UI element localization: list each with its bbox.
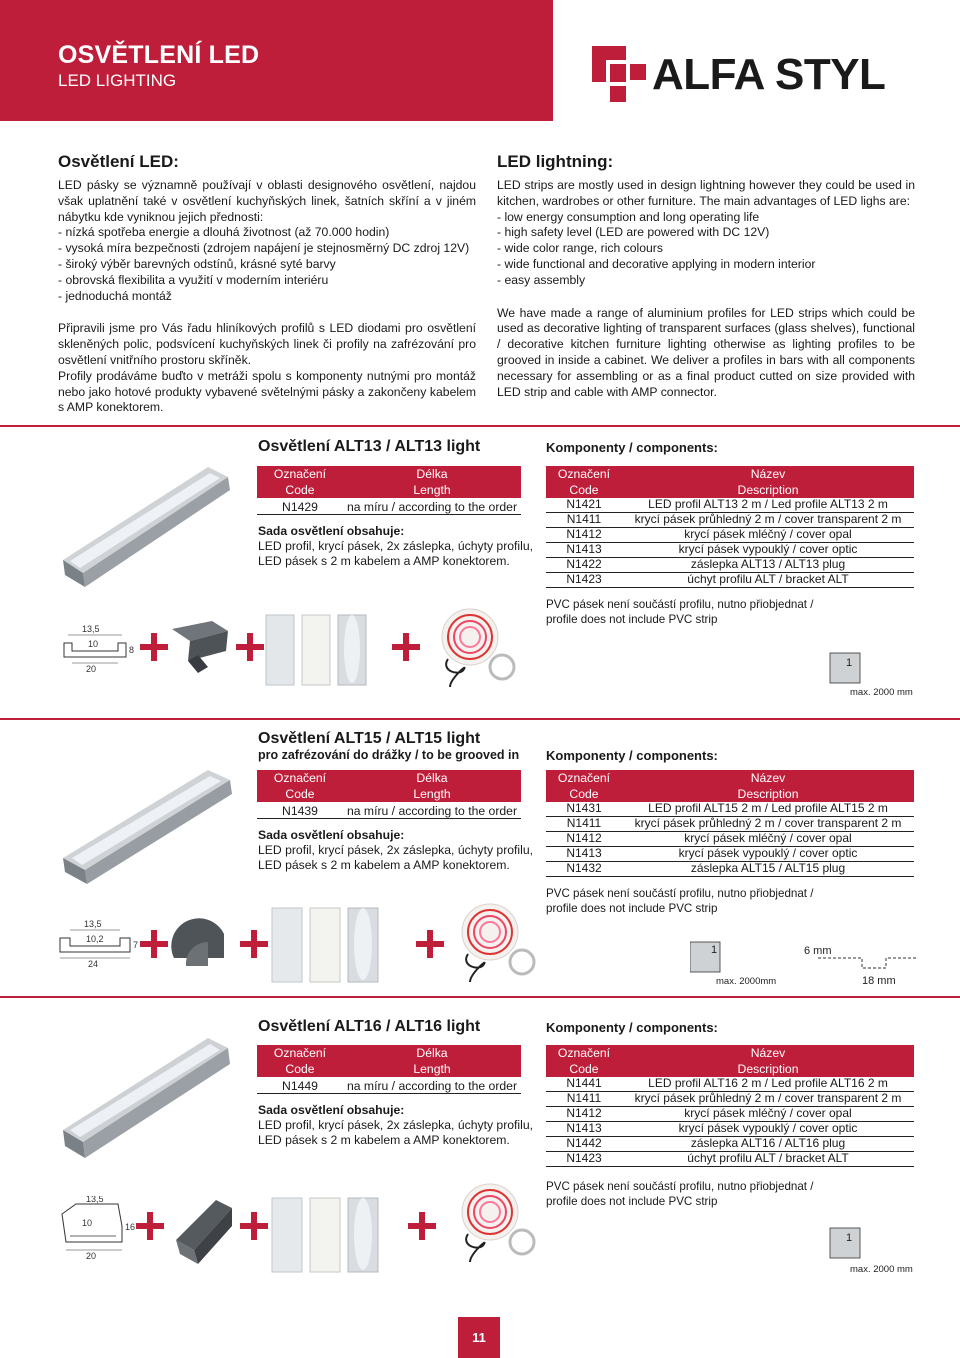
dim-label: 10 (82, 1218, 93, 1228)
advantages-list (58, 225, 476, 304)
plus-icon (392, 633, 420, 661)
column-header: Délka (416, 1046, 448, 1060)
end-cap-photo (168, 615, 234, 677)
intro-heading-cz: Osvětlení LED: (58, 152, 179, 171)
table-row (546, 1137, 914, 1152)
pvc-line: PVC pásek není součástí profilu, nutno přiobjednat / (546, 1180, 814, 1193)
column-header: Code (285, 1061, 315, 1076)
set-line: LED profil, krycí pásek, 2x záslepka, úchyty profilu, (258, 1118, 534, 1132)
pvc-line: profile does not include PVC strip (546, 1194, 718, 1208)
column-header: Code (285, 786, 315, 801)
components-title: Komponenty / components: (546, 748, 718, 763)
components-table (546, 770, 914, 877)
dim-label: 13,5 (84, 919, 102, 929)
section-divider (0, 718, 960, 720)
column-header: Délka (416, 771, 448, 785)
pvc-line: profile does not include PVC strip (546, 612, 718, 626)
intro-paragraph: Profily prodáváme buďto v metráži spolu s komponenty nutnými pro montáž nebo jako hotové produkty vybavené světelnými pásky a zakončeny kabelem s AMP konektorem. (58, 368, 476, 415)
section-divider (0, 425, 960, 427)
code-cell: N1411 (566, 1091, 602, 1105)
column-header: Délka (416, 467, 448, 481)
section-title: Osvětlení ALT13 / ALT13 light (258, 438, 481, 455)
column-header: Length (413, 1061, 451, 1076)
led-strip-photo (420, 607, 520, 693)
table-row (546, 513, 914, 528)
column-header: Označení (273, 1046, 327, 1060)
column-header: Název (750, 467, 786, 481)
code-cell: N1412 (566, 527, 602, 541)
code-cell: N1442 (566, 1136, 602, 1150)
table-row (546, 1092, 914, 1107)
column-header: Code (569, 482, 599, 497)
page-subtitle: LED LIGHTING (58, 71, 177, 90)
pvc-note (546, 1180, 813, 1209)
intro-paragraph: We have made a range of aluminium profiles for LED strips which could be used as decorative lighting of transparent surfaces (glass shelves), functional / decorative kitchen furniture lighting otherwise as lighting profiles to be grooved in inside a cabinet. We deliver a profiles in bars with all components necessary for assembling or as a final product cutted on size provided with LED strip and cable with AMP connector. (497, 305, 915, 399)
components-title: Komponenty / components: (546, 440, 718, 455)
list-item: - high safety level (LED are powered with DC 12V) (497, 225, 770, 240)
dim-label: 10,2 (86, 934, 104, 944)
profile-photo-alt13 (58, 455, 248, 615)
set-line: LED pásek s 2 m kabelem a AMP konektorem. (258, 858, 510, 872)
plus-icon (140, 930, 168, 958)
table-row (546, 498, 914, 513)
section-title: Osvětlení ALT16 / ALT16 light (258, 1018, 481, 1035)
components-table-header (546, 1045, 914, 1077)
table-row (546, 558, 914, 573)
desc-cell: krycí pásek mléčný / cover opal (684, 831, 852, 845)
code-cell: N1422 (566, 557, 602, 571)
column-header: Description (737, 1061, 799, 1076)
code-cell: N1449 (282, 1079, 318, 1093)
dim-label: 24 (88, 959, 99, 969)
spec-table (257, 770, 521, 819)
dim-label: 20 (86, 1251, 97, 1260)
list-item: - wide color range, rich colours (497, 241, 663, 256)
table-row (546, 847, 914, 862)
desc-cell: LED profil ALT16 2 m / Led profile ALT16 2 m (648, 1076, 888, 1090)
profile-cross-section (56, 1196, 136, 1260)
code-cell: N1439 (282, 804, 318, 818)
desc-cell: úchyt profilu ALT / bracket ALT (687, 572, 849, 586)
end-cap-photo (166, 1192, 240, 1268)
desc-cell: úchyt profilu ALT / bracket ALT (687, 1151, 849, 1165)
desc-cell: krycí pásek průhledný 2 m / cover transparent 2 m (634, 816, 902, 830)
desc-cell: krycí pásek průhledný 2 m / cover transparent 2 m (634, 1091, 902, 1105)
code-cell: N1411 (566, 816, 602, 830)
end-cap-photo (168, 914, 238, 974)
max-length: max. 2000 mm (850, 687, 913, 698)
set-line: LED profil, krycí pásek, 2x záslepka, úchyty profilu, (258, 843, 534, 857)
plus-icon (236, 633, 264, 661)
spec-table-header (257, 466, 521, 498)
table-row (257, 802, 521, 819)
desc-cell: LED profil ALT15 2 m / Led profile ALT15 2 m (648, 801, 888, 815)
dim-label: 13,5 (82, 624, 100, 634)
groove-depth: 6 mm (804, 945, 832, 957)
desc-cell: krycí pásek mléčný / cover opal (684, 527, 852, 541)
list-item: - široký výběr barevných odstínů, krásné syté barvy (58, 256, 336, 271)
pvc-line: PVC pásek není součástí profilu, nutno přiobjednat / (546, 887, 814, 900)
column-header: Název (750, 771, 786, 785)
set-contents (258, 828, 533, 873)
column-header: Označení (273, 467, 327, 481)
table-row (546, 543, 914, 558)
section-divider (0, 996, 960, 998)
length-cell: na míru / according to the order (346, 1079, 518, 1093)
column-header: Code (285, 482, 315, 497)
components-table-header (546, 466, 914, 498)
count-label: 1 (846, 1232, 853, 1244)
components-table (546, 466, 914, 588)
led-strip-photo (440, 1182, 540, 1268)
set-label: Sada osvětlení obsahuje: (258, 828, 405, 842)
spec-table-header (257, 770, 521, 802)
table-row (546, 832, 914, 847)
page-number: 11 (458, 1317, 500, 1358)
intro-paragraph: LED pásky se významně používají v oblasti designového osvětlení, najdou však uplatnění také v osvětlení kuchyňských linek, šatních skříní a v jiném nábytku kde vyniknou jejich přednosti: (58, 178, 476, 224)
column-header: Název (750, 1046, 786, 1060)
set-line: LED profil, krycí pásek, 2x záslepka, úchyty profilu, (258, 539, 534, 553)
alfa-styl-logo (590, 46, 920, 102)
list-item: - low energy consumption and long operating life (497, 209, 760, 224)
cover-strips-photo (268, 902, 392, 986)
intro-paragraph: LED strips are mostly used in design lightning however they could be used in kitchen, wardrobes or other furniture. The main advantages of LED lighs are: (497, 178, 915, 208)
plus-icon (408, 1212, 436, 1240)
desc-cell: záslepka ALT15 / ALT15 plug (690, 861, 846, 875)
column-header: Označení (273, 771, 327, 785)
page-title: OSVĚTLENÍ LED (58, 41, 260, 69)
max-length: max. 2000mm (716, 976, 777, 987)
dim-label: 7 (133, 940, 139, 950)
profile-photo-alt16 (58, 1026, 248, 1186)
advantages-list (497, 210, 915, 289)
set-label: Sada osvětlení obsahuje: (258, 524, 405, 538)
intro-heading-en: LED lightning: (497, 152, 614, 171)
max-length: max. 2000 mm (850, 1264, 913, 1275)
table-row (546, 1077, 914, 1092)
pvc-line: PVC pásek není součástí profilu, nutno přiobjednat / (546, 598, 814, 611)
pvc-note (546, 598, 813, 627)
components-table (546, 1045, 914, 1167)
column-header: Code (569, 1061, 599, 1076)
section-title: Osvětlení ALT15 / ALT15 light (258, 730, 481, 747)
logo-mark-icon (590, 46, 646, 102)
count-label: 1 (846, 657, 853, 669)
intro-paragraph: Připravili jsme pro Vás řadu hliníkových profilů s LED diodami pro osvětlení skleněných polic, podsvícení kuchyňských linek či profily na zafrézování pro osvětlení vnitřního prostoru skříněk. (58, 321, 476, 367)
table-row (546, 817, 914, 832)
intro-english (497, 152, 915, 400)
code-cell: N1423 (566, 572, 602, 586)
cover-strips-photo (268, 1192, 392, 1276)
list-item: - obrovská flexibilita a využití v moderním interiéru (58, 272, 329, 287)
plus-icon (140, 633, 168, 661)
desc-cell: záslepka ALT13 / ALT13 plug (690, 557, 846, 571)
desc-cell: LED profil ALT13 2 m / Led profile ALT13 2 m (648, 497, 888, 511)
dim-label: 8 (129, 645, 135, 655)
table-row (546, 802, 914, 817)
column-header: Length (413, 482, 451, 497)
table-row (257, 498, 521, 515)
desc-cell: krycí pásek průhledný 2 m / cover transparent 2 m (634, 512, 902, 526)
set-label: Sada osvětlení obsahuje: (258, 1103, 405, 1117)
profile-cross-section (56, 918, 140, 970)
column-header: Code (569, 786, 599, 801)
pvc-note (546, 887, 813, 916)
dim-label: 16 (125, 1222, 136, 1232)
count-label: 1 (711, 944, 718, 956)
code-cell: N1423 (566, 1151, 602, 1165)
dim-label: 10 (88, 639, 99, 649)
column-header: Length (413, 786, 451, 801)
plus-icon (240, 1212, 268, 1240)
desc-cell: krycí pásek mléčný / cover opal (684, 1106, 852, 1120)
list-item: - jednoduchá montáž (58, 288, 172, 303)
led-strip-photo (440, 902, 540, 988)
components-title: Komponenty / components: (546, 1020, 718, 1035)
desc-cell: krycí pásek vypouklý / cover optic (678, 846, 858, 860)
dim-label: 20 (86, 664, 97, 674)
set-contents (258, 1103, 533, 1148)
set-contents (258, 524, 533, 569)
code-cell: N1421 (566, 497, 602, 511)
table-row (546, 528, 914, 543)
profile-photo-alt15 (58, 758, 248, 908)
column-header: Description (737, 786, 799, 801)
code-cell: N1413 (566, 846, 602, 860)
list-item: - easy assembly (497, 272, 586, 287)
table-row (546, 1152, 914, 1167)
code-cell: N1432 (566, 861, 602, 875)
profile-cross-section (56, 623, 136, 675)
plus-icon (240, 930, 268, 958)
dim-label: 13,5 (86, 1196, 104, 1204)
column-header: Označení (557, 771, 611, 785)
groove-width: 18 mm (862, 975, 896, 987)
column-header: Označení (557, 1046, 611, 1060)
pvc-line: profile does not include PVC strip (546, 901, 718, 915)
desc-cell: krycí pásek vypouklý / cover optic (678, 542, 858, 556)
spec-table (257, 1045, 521, 1094)
list-item: - nízká spotřeba energie a dlouhá životnost (až 70.000 hodin) (58, 225, 390, 240)
plus-icon (136, 1212, 164, 1240)
table-row (546, 862, 914, 877)
product-section-alt16 (0, 996, 960, 1286)
table-row (546, 1122, 914, 1137)
code-cell: N1412 (566, 831, 602, 845)
code-cell: N1441 (566, 1076, 602, 1090)
code-cell: N1411 (566, 512, 602, 526)
components-table-header (546, 770, 914, 802)
table-row (546, 573, 914, 588)
column-header: Označení (557, 467, 611, 481)
set-line: LED pásek s 2 m kabelem a AMP konektorem. (258, 554, 510, 568)
code-cell: N1431 (566, 801, 602, 815)
product-section-alt13 (0, 425, 960, 697)
column-header: Description (737, 482, 799, 497)
desc-cell: záslepka ALT16 / ALT16 plug (690, 1136, 846, 1150)
product-section-alt15 (0, 718, 960, 988)
table-row (257, 1077, 521, 1094)
table-row (546, 1107, 914, 1122)
set-line: LED pásek s 2 m kabelem a AMP konektorem. (258, 1133, 510, 1147)
list-item: - vysoká míra bezpečnosti (zdrojem napájení je stejnosměrný DC zdroj 12V) (58, 241, 470, 256)
code-cell: N1413 (566, 542, 602, 556)
cover-strips-photo (262, 609, 382, 689)
code-cell: N1429 (282, 500, 318, 514)
code-cell: N1413 (566, 1121, 602, 1135)
desc-cell: krycí pásek vypouklý / cover optic (678, 1121, 858, 1135)
list-item: - wide functional and decorative applying in modern interior (497, 256, 816, 271)
length-cell: na míru / according to the order (346, 500, 518, 514)
length-cell: na míru / according to the order (346, 804, 518, 818)
section-subtitle: pro zafrézování do drážky / to be grooved in (258, 748, 520, 762)
logo-text: ALFA STYL (652, 50, 886, 99)
intro-czech (58, 152, 476, 416)
code-cell: N1412 (566, 1106, 602, 1120)
spec-table-header (257, 1045, 521, 1077)
spec-table (257, 466, 521, 515)
